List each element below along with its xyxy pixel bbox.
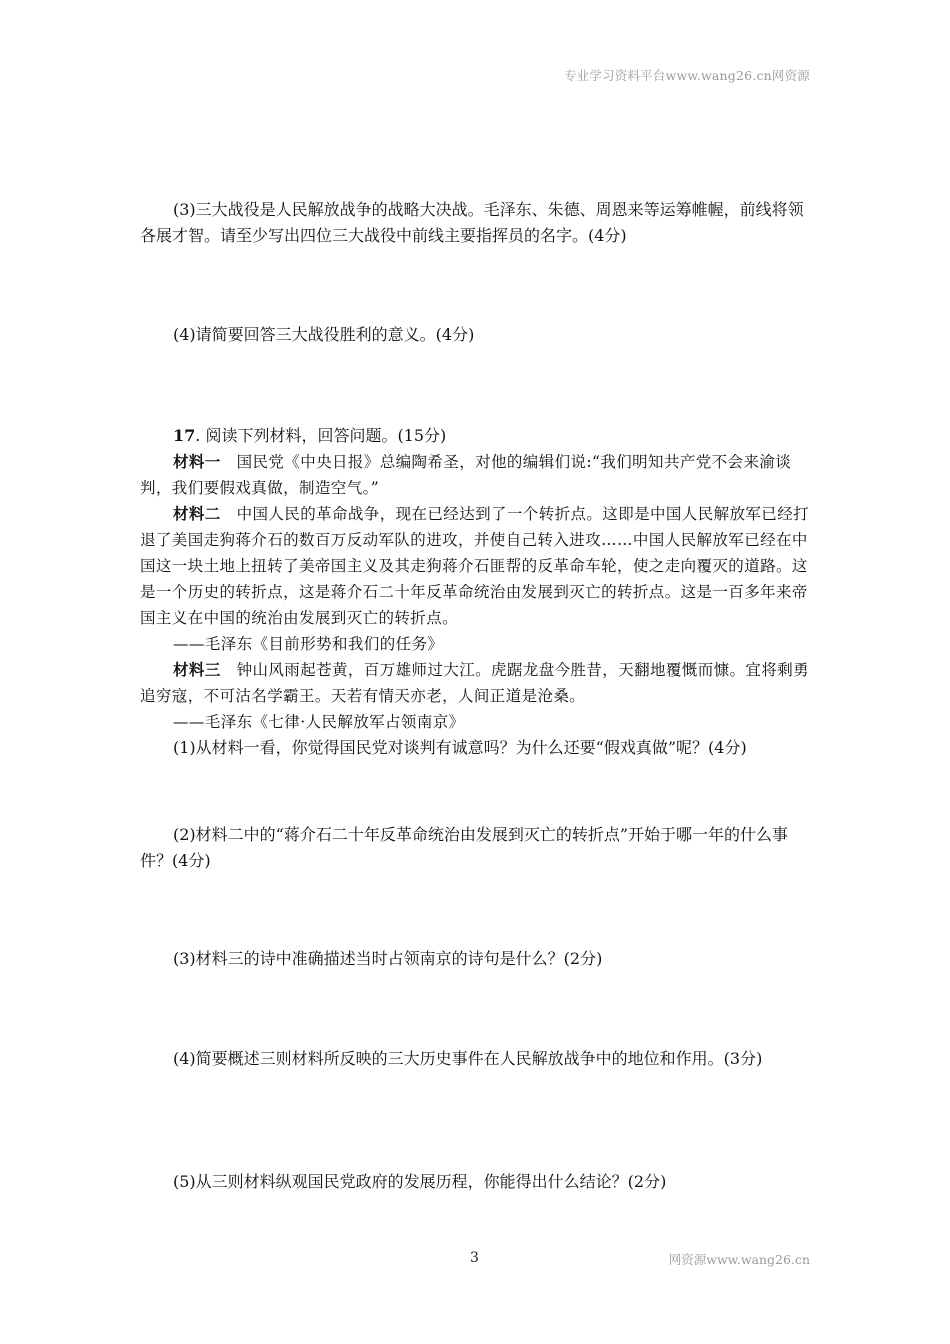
question-17-sub-3: (3)材料三的诗中准确描述当时占领南京的诗句是什么？(2分) (173, 949, 603, 968)
material-1 (140, 449, 812, 501)
header-watermark: 专业学习资料平台www.wang26.cn网资源 (563, 68, 810, 83)
question-17-sub-4: (4)简要概述三则材料所反映的三大历史事件在人民解放战争中的地位和作用。(3分) (173, 1049, 763, 1068)
question-17-sub-1: (1)从材料一看，你觉得国民党对谈判有诚意吗？为什么还要“假戏真做”呢？(4分) (173, 738, 747, 757)
material-3 (140, 657, 812, 709)
material-3-source: ——毛泽东《七律·人民解放军占领南京》 (173, 713, 465, 731)
question-17-stem (140, 423, 812, 449)
material-1-label: 材料一 (173, 452, 221, 471)
material-2-text: 中国人民的革命战争，现在已经达到了一个转折点。这即是中国人民解放军已经打退了美国走狗蒋介石的数百万反动军队的进攻，并使自己转入进攻……中国人民解放军已经在中国这一块土地上扭转了美帝国主义及其走狗蒋介石匪帮的反革命车轮，使之走向覆灭的道路。这是一个历史的转折点，这是蒋介石二十年反革命统治由发展到灭亡的转折点。这是一百多年来帝国主义在中国的统治由发展到灭亡的转折点。 (140, 505, 810, 627)
question-17-sub-2: (2)材料二中的“蒋介石二十年反革命统治由发展到灭亡的转折点”开始于哪一年的什么事件？(4分) (140, 825, 789, 870)
material-2-label: 材料二 (173, 504, 221, 523)
question-17-number: 17 (173, 426, 196, 445)
material-3-label: 材料三 (173, 660, 221, 679)
question-17-sub-5: (5)从三则材料纵观国民党政府的发展历程，你能得出什么结论？(2分) (173, 1172, 667, 1191)
material-3-text: 钟山风雨起苍黄，百万雄师过大江。虎踞龙盘今胜昔，天翻地覆慨而慷。宜将剩勇追穷寇，不可沽名学霸王。天若有情天亦老，人间正道是沧桑。 (140, 661, 810, 705)
question-17-stem-text: . 阅读下列材料，回答问题。(15分) (195, 426, 447, 445)
material-2-source: ——毛泽东《目前形势和我们的任务》 (173, 635, 444, 653)
material-1-text: 国民党《中央日报》总编陶希圣，对他的编辑们说:“我们明知共产党不会来渝谈判，我们要假戏真做，制造空气。” (140, 453, 792, 497)
page-number: 3 (470, 1250, 479, 1266)
footer-watermark: 网资源www.wang26.cn (668, 1252, 810, 1267)
question-16-part-4: (4)请简要回答三大战役胜利的意义。(4分) (173, 325, 475, 344)
question-16-part-3: (3)三大战役是人民解放战争的战略大决战。毛泽东、朱德、周恩来等运筹帷幄，前线将领各展才智。请至少写出四位三大战役中前线主要指挥员的名字。(4分) (140, 200, 804, 245)
material-2 (140, 501, 812, 631)
